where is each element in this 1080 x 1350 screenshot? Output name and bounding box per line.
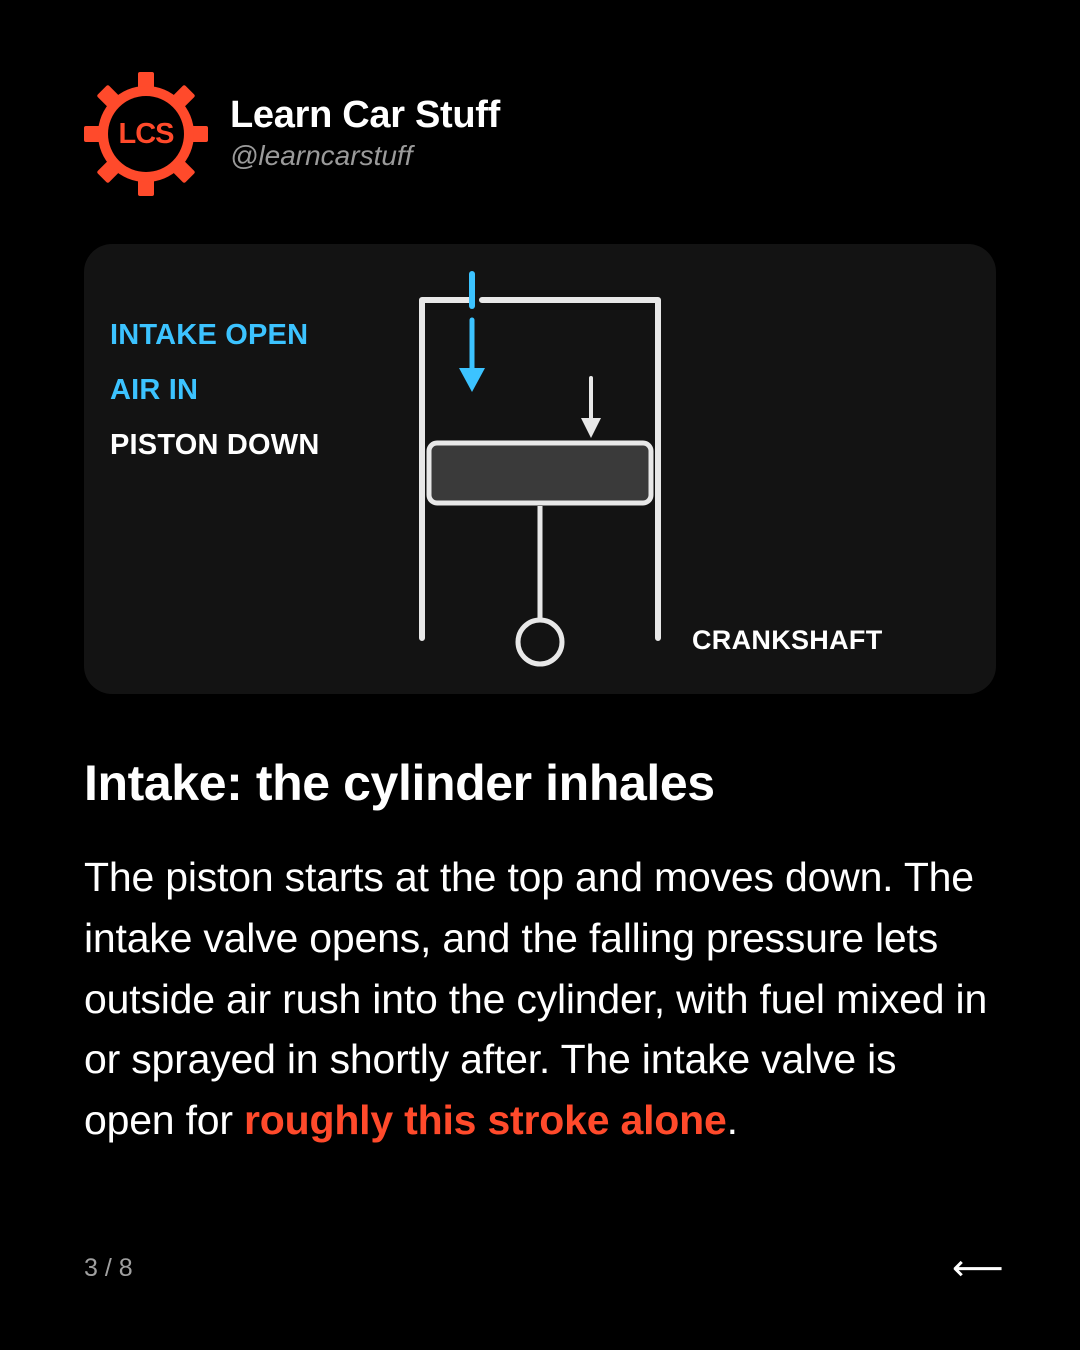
brand-handle: @learncarstuff xyxy=(230,140,413,171)
air-in-arrow-head xyxy=(459,368,485,392)
crankshaft-circle xyxy=(518,620,562,664)
label-piston-down: PISTON DOWN xyxy=(110,429,320,461)
logo-text: LCS xyxy=(118,117,174,150)
body-text-main: The piston starts at the top and moves down. The intake valve opens, and the falling pressure lets outside air rush into the cylinder, with fuel mixed in or sprayed in shortly after. The intake valve is open for xyxy=(84,854,988,1144)
label-intake-open: INTAKE OPEN xyxy=(110,319,309,351)
piston xyxy=(429,443,651,503)
label-air-in: AIR IN xyxy=(110,374,199,406)
body-highlight: roughly this stroke alone xyxy=(244,1097,727,1144)
label-crankshaft: CRANKSHAFT xyxy=(692,625,883,655)
left-arrow-icon[interactable]: ⟵ xyxy=(952,1247,1004,1288)
brand-header xyxy=(84,72,500,196)
page-indicator: 3 / 8 xyxy=(84,1254,133,1282)
brand-info xyxy=(230,93,500,173)
brand-name: Learn Car Stuff xyxy=(230,94,500,136)
intake-stroke-diagram xyxy=(84,244,996,694)
slide-headline: Intake: the cylinder inhales xyxy=(84,755,715,811)
piston-down-arrow-head xyxy=(581,418,601,438)
slide-body xyxy=(84,847,996,1151)
lcs-gear-logo xyxy=(84,72,208,196)
body-text-end: . xyxy=(726,1097,738,1144)
